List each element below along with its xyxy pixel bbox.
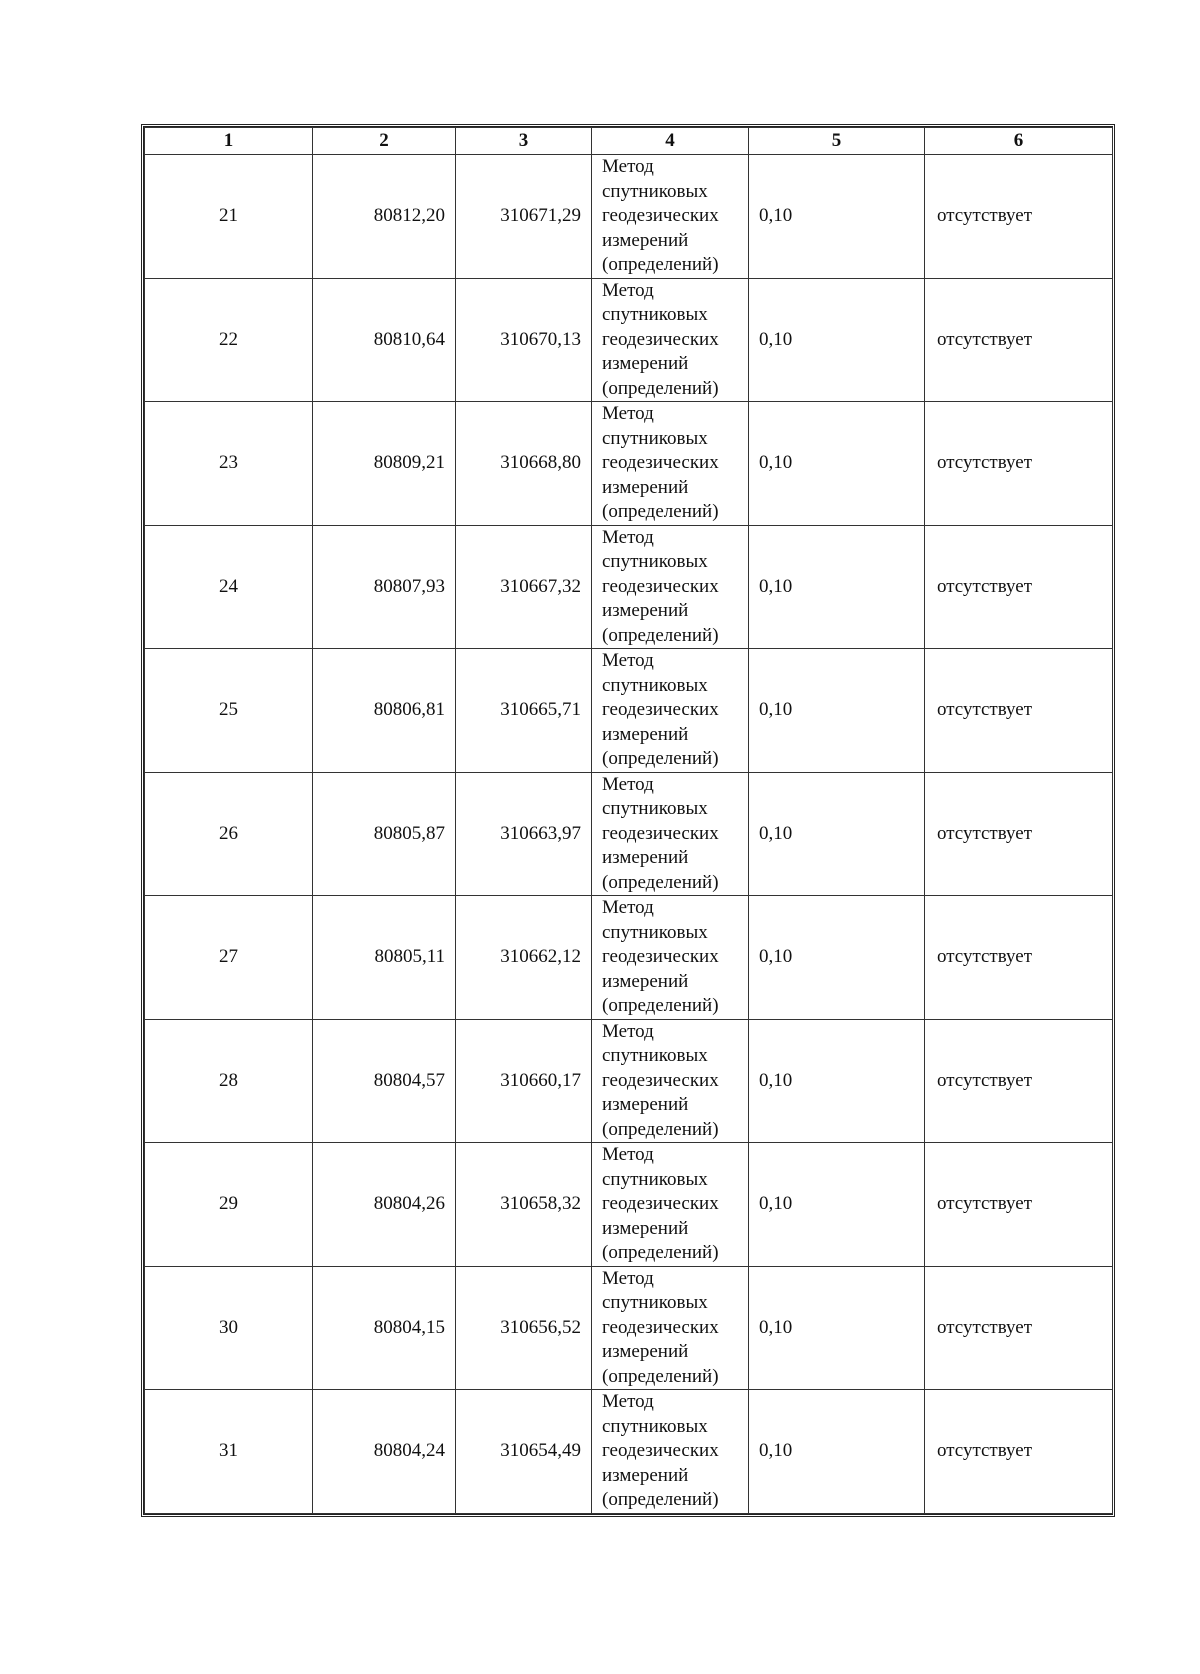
method-text-line: (определений) (602, 995, 719, 1016)
method-text-line: спутниковых (602, 1292, 708, 1313)
method-text-line: измерений (602, 847, 689, 868)
table-row (145, 896, 1113, 1020)
method-text-line: измерений (602, 600, 689, 621)
method-text-line: измерений (602, 1094, 689, 1115)
table-row (145, 1266, 1113, 1390)
method-text-line: Метод (602, 1020, 654, 1042)
description-cell: отсутствует (925, 896, 1113, 1020)
description-cell: отсутствует (925, 772, 1113, 896)
coordinate-y-cell: 310665,71 (456, 649, 592, 773)
table-row (145, 278, 1113, 402)
method-text-line: спутниковых (602, 1168, 708, 1190)
table-row (145, 772, 1113, 896)
table-row (145, 525, 1113, 649)
table-row (145, 649, 1113, 773)
coordinate-y-cell: 310660,17 (456, 1019, 592, 1143)
method-text-line: Метод (602, 1391, 654, 1412)
method-text-line: измерений (602, 229, 689, 251)
header-row (145, 128, 1113, 155)
coordinate-y-cell: 310658,32 (456, 1143, 592, 1267)
method-text-line: спутниковых (602, 427, 708, 449)
point-number-cell: 31 (145, 1390, 313, 1514)
method-text-line: спутниковых (602, 1045, 708, 1066)
point-number-cell: 28 (145, 1019, 313, 1143)
coordinate-y-cell: 310663,97 (456, 772, 592, 896)
coordinate-x-cell: 80804,15 (313, 1266, 456, 1390)
method-text-line: спутниковых (602, 304, 708, 325)
coordinate-x-cell: 80804,26 (313, 1143, 456, 1267)
coordinates-table-frame (141, 124, 1115, 1517)
method-text-line: (определений) (602, 1489, 719, 1510)
method-text-line: Метод (602, 1267, 654, 1289)
coordinate-x-cell: 80807,93 (313, 525, 456, 649)
method-text-line: геодезических (602, 1193, 719, 1214)
method-text-line: (определений) (602, 748, 719, 769)
method-cell (592, 896, 749, 1020)
accuracy-cell: 0,10 (749, 649, 925, 773)
accuracy-cell: 0,10 (749, 278, 925, 402)
point-number-cell: 29 (145, 1143, 313, 1267)
method-text-line: Метод (602, 650, 654, 671)
coordinate-x-cell: 80805,11 (313, 896, 456, 1020)
method-text-line: геодезических (602, 205, 719, 226)
table-row (145, 402, 1113, 526)
method-text-line: Метод (602, 156, 654, 177)
table-row (145, 1143, 1113, 1267)
method-text-line: геодезических (602, 452, 719, 473)
method-text-line: Метод (602, 1144, 654, 1165)
coordinate-x-cell: 80810,64 (313, 278, 456, 402)
method-text-line: измерений (602, 476, 689, 498)
accuracy-cell: 0,10 (749, 1143, 925, 1267)
accuracy-cell: 0,10 (749, 1390, 925, 1514)
method-cell (592, 525, 749, 649)
method-text-line: спутниковых (602, 551, 708, 572)
column-header: 2 (313, 128, 456, 155)
method-text-line: геодезических (602, 1316, 719, 1338)
point-number-cell: 25 (145, 649, 313, 773)
method-text-line: (определений) (602, 871, 719, 893)
method-cell (592, 1143, 749, 1267)
coordinate-x-cell: 80804,57 (313, 1019, 456, 1143)
coordinate-y-cell: 310662,12 (456, 896, 592, 1020)
point-number-cell: 27 (145, 896, 313, 1020)
accuracy-cell: 0,10 (749, 1266, 925, 1390)
accuracy-cell: 0,10 (749, 525, 925, 649)
coordinate-x-cell: 80804,24 (313, 1390, 456, 1514)
method-text-line: (определений) (602, 1118, 719, 1140)
method-cell (592, 1266, 749, 1390)
coordinate-x-cell: 80809,21 (313, 402, 456, 526)
column-header: 6 (925, 128, 1113, 155)
table-row (145, 1390, 1113, 1514)
accuracy-cell: 0,10 (749, 402, 925, 526)
point-number-cell: 24 (145, 525, 313, 649)
description-cell: отсутствует (925, 1019, 1113, 1143)
coordinate-y-cell: 310667,32 (456, 525, 592, 649)
method-text-line: измерений (602, 1464, 689, 1486)
method-text-line: (определений) (602, 501, 719, 522)
description-cell: отсутствует (925, 1143, 1113, 1267)
description-cell: отсутствует (925, 649, 1113, 773)
coordinate-x-cell: 80805,87 (313, 772, 456, 896)
description-cell: отсутствует (925, 1390, 1113, 1514)
method-cell (592, 155, 749, 279)
accuracy-cell: 0,10 (749, 896, 925, 1020)
table-row (145, 1019, 1113, 1143)
method-text-line: измерений (602, 1341, 689, 1362)
accuracy-cell: 0,10 (749, 772, 925, 896)
coordinate-y-cell: 310656,52 (456, 1266, 592, 1390)
method-text-line: (определений) (602, 254, 719, 275)
method-text-line: (определений) (602, 1242, 719, 1263)
method-text-line: спутниковых (602, 674, 708, 696)
method-cell (592, 1019, 749, 1143)
description-cell: отсутствует (925, 402, 1113, 526)
method-cell (592, 649, 749, 773)
method-text-line: геодезических (602, 575, 719, 597)
method-text-line: геодезических (602, 822, 719, 844)
coordinate-y-cell: 310670,13 (456, 278, 592, 402)
method-text-line: (определений) (602, 377, 719, 399)
table-body (145, 155, 1113, 1514)
column-header: 3 (456, 128, 592, 155)
coordinate-y-cell: 310668,80 (456, 402, 592, 526)
method-text-line: (определений) (602, 1365, 719, 1387)
description-cell: отсутствует (925, 525, 1113, 649)
coordinate-x-cell: 80806,81 (313, 649, 456, 773)
method-text-line: (определений) (602, 624, 719, 646)
method-text-line: измерений (602, 723, 689, 745)
method-text-line: спутниковых (602, 798, 708, 819)
description-cell: отсутствует (925, 155, 1113, 279)
method-text-line: измерений (602, 1217, 689, 1239)
point-number-cell: 22 (145, 278, 313, 402)
coordinate-y-cell: 310654,49 (456, 1390, 592, 1514)
accuracy-cell: 0,10 (749, 1019, 925, 1143)
method-text-line: Метод (602, 773, 654, 795)
column-header: 5 (749, 128, 925, 155)
method-text-line: измерений (602, 970, 689, 992)
method-cell (592, 772, 749, 896)
method-text-line: измерений (602, 353, 689, 374)
method-text-line: геодезических (602, 1069, 719, 1091)
point-number-cell: 30 (145, 1266, 313, 1390)
method-text-line: спутниковых (602, 180, 708, 202)
method-text-line: Метод (602, 403, 654, 424)
method-text-line: геодезических (602, 328, 719, 350)
coordinate-y-cell: 310671,29 (456, 155, 592, 279)
method-text-line: Метод (602, 279, 654, 301)
coordinates-table (144, 127, 1113, 1514)
method-text-line: геодезических (602, 946, 719, 967)
column-header: 1 (145, 128, 313, 155)
accuracy-cell: 0,10 (749, 155, 925, 279)
point-number-cell: 21 (145, 155, 313, 279)
method-text-line: спутниковых (602, 1415, 708, 1437)
method-text-line: Метод (602, 526, 654, 548)
method-text-line: Метод (602, 897, 654, 918)
method-cell (592, 278, 749, 402)
method-text-line: геодезических (602, 699, 719, 720)
table-row (145, 155, 1113, 279)
coordinate-x-cell: 80812,20 (313, 155, 456, 279)
method-text-line: геодезических (602, 1440, 719, 1461)
description-cell: отсутствует (925, 278, 1113, 402)
description-cell: отсутствует (925, 1266, 1113, 1390)
method-text-line: спутниковых (602, 921, 708, 943)
method-cell (592, 1390, 749, 1514)
method-cell (592, 402, 749, 526)
point-number-cell: 23 (145, 402, 313, 526)
column-header: 4 (592, 128, 749, 155)
point-number-cell: 26 (145, 772, 313, 896)
